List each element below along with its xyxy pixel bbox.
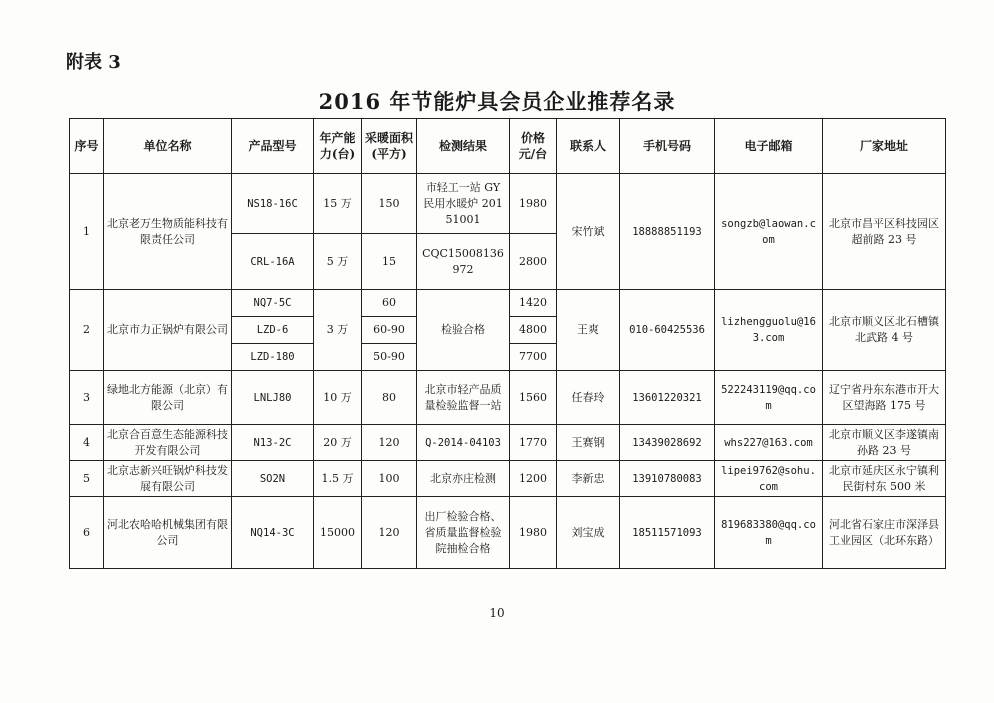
cell-model: LZD-6 (232, 317, 314, 344)
cell-result: CQC15008136972 (417, 234, 510, 290)
attachment-label: 附表 3 (66, 52, 121, 73)
cell-area: 120 (362, 497, 417, 569)
cell-result: Q-2014-04103 (417, 425, 510, 461)
cell-email: 819683380@qq.com (715, 497, 823, 569)
cell-unit: 北京志新兴旺锅炉科技发展有限公司 (104, 461, 232, 497)
cell-area: 60 (362, 290, 417, 317)
cell-capacity: 1.5 万 (314, 461, 362, 497)
cell-area: 15 (362, 234, 417, 290)
cell-address: 北京市昌平区科技园区超前路 23 号 (823, 174, 946, 290)
cell-phone: 010-60425536 (620, 290, 715, 371)
cell-email: lizhengguolu@163.com (715, 290, 823, 371)
page-number: 10 (489, 606, 505, 620)
page-title: 2016 年节能炉具会员企业推荐名录 (318, 89, 676, 114)
cell-unit: 绿地北方能源（北京）有限公司 (104, 371, 232, 425)
cell-contact: 王赛钢 (557, 425, 620, 461)
cell-area: 50-90 (362, 344, 417, 371)
col-header-contact: 联系人 (557, 119, 620, 174)
cell-phone: 13439028692 (620, 425, 715, 461)
cell-price: 1420 (510, 290, 557, 317)
cell-price: 7700 (510, 344, 557, 371)
cell-capacity: 5 万 (314, 234, 362, 290)
cell-contact: 李新忠 (557, 461, 620, 497)
col-header-model: 产品型号 (232, 119, 314, 174)
cell-no: 6 (70, 497, 104, 569)
cell-address: 北京市顺义区北石槽镇北武路 4 号 (823, 290, 946, 371)
table-header-row (70, 119, 946, 174)
cell-result: 北京市轻产品质量检验监督一站 (417, 371, 510, 425)
cell-model: NS18-16C (232, 174, 314, 234)
cell-contact: 王爽 (557, 290, 620, 371)
col-header-capacity: 年产能力(台) (314, 119, 362, 174)
col-header-unit: 单位名称 (104, 119, 232, 174)
cell-no: 5 (70, 461, 104, 497)
cell-no: 3 (70, 371, 104, 425)
cell-address: 辽宁省丹东东港市开大区望海路 175 号 (823, 371, 946, 425)
cell-no: 1 (70, 174, 104, 290)
col-header-result: 检测结果 (417, 119, 510, 174)
cell-no: 2 (70, 290, 104, 371)
cell-result: 市轻工一站 GY 民用水暖炉 20151001 (417, 174, 510, 234)
cell-model: N13-2C (232, 425, 314, 461)
cell-email: 522243119@qq.com (715, 371, 823, 425)
cell-email: whs227@163.com (715, 425, 823, 461)
cell-model: NQ7-5C (232, 290, 314, 317)
col-header-no: 序号 (70, 119, 104, 174)
cell-model: SO2N (232, 461, 314, 497)
cell-unit: 北京市力正锅炉有限公司 (104, 290, 232, 371)
cell-phone: 13601220321 (620, 371, 715, 425)
cell-model: LZD-180 (232, 344, 314, 371)
table-row (70, 461, 946, 497)
cell-model: LNLJ80 (232, 371, 314, 425)
cell-area: 80 (362, 371, 417, 425)
cell-unit: 北京老万生物质能科技有限责任公司 (104, 174, 232, 290)
cell-email: songzb@laowan.com (715, 174, 823, 290)
cell-capacity: 15000 (314, 497, 362, 569)
cell-address: 北京市顺义区李遂镇南孙路 23 号 (823, 425, 946, 461)
cell-unit: 河北农哈哈机械集团有限公司 (104, 497, 232, 569)
cell-phone: 18511571093 (620, 497, 715, 569)
cell-price: 1560 (510, 371, 557, 425)
col-header-area: 采暖面积(平方) (362, 119, 417, 174)
table-row (70, 497, 946, 569)
cell-result: 出厂检验合格、省质量监督检验院抽检合格 (417, 497, 510, 569)
enterprise-table (69, 118, 946, 569)
cell-phone: 13910780083 (620, 461, 715, 497)
cell-contact: 刘宝成 (557, 497, 620, 569)
cell-area: 60-90 (362, 317, 417, 344)
cell-model: CRL-16A (232, 234, 314, 290)
cell-capacity: 3 万 (314, 290, 362, 371)
cell-capacity: 10 万 (314, 371, 362, 425)
cell-area: 120 (362, 425, 417, 461)
cell-address: 北京市延庆区永宁镇利民街村东 500 米 (823, 461, 946, 497)
cell-model: NQ14-3C (232, 497, 314, 569)
col-header-email: 电子邮箱 (715, 119, 823, 174)
cell-price: 4800 (510, 317, 557, 344)
col-header-price: 价格元/台 (510, 119, 557, 174)
table-row (70, 290, 946, 317)
cell-unit: 北京合百意生态能源科技开发有限公司 (104, 425, 232, 461)
cell-contact: 任春玲 (557, 371, 620, 425)
table-row (70, 371, 946, 425)
cell-area: 100 (362, 461, 417, 497)
table-row (70, 174, 946, 234)
col-header-phone: 手机号码 (620, 119, 715, 174)
cell-area: 150 (362, 174, 417, 234)
cell-result: 检验合格 (417, 290, 510, 371)
table-row (70, 425, 946, 461)
cell-result: 北京亦庄检测 (417, 461, 510, 497)
cell-price: 1200 (510, 461, 557, 497)
cell-capacity: 15 万 (314, 174, 362, 234)
cell-address: 河北省石家庄市深泽县工业园区（北环东路） (823, 497, 946, 569)
cell-contact: 宋竹斌 (557, 174, 620, 290)
cell-price: 1980 (510, 174, 557, 234)
col-header-address: 厂家地址 (823, 119, 946, 174)
cell-capacity: 20 万 (314, 425, 362, 461)
cell-price: 1770 (510, 425, 557, 461)
cell-email: lipei9762@sohu.com (715, 461, 823, 497)
cell-no: 4 (70, 425, 104, 461)
cell-phone: 18888851193 (620, 174, 715, 290)
cell-price: 2800 (510, 234, 557, 290)
cell-price: 1980 (510, 497, 557, 569)
